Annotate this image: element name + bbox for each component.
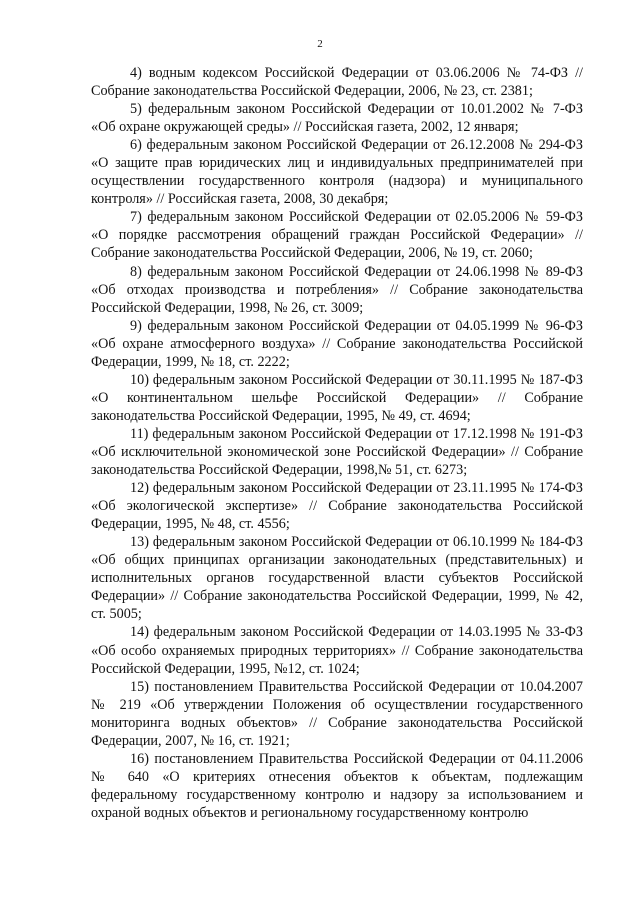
- paragraph-item-13: 13) федеральным законом Российской Федерации от 06.10.1999 № 184-ФЗ «Об общих принципах организации законодательных (представительных) и исполнительных органов государственной власти субъектов Российской Федерации» // Собрание законодательства Российской Федерации, 1999, № 42, ст. 5005;: [91, 534, 583, 623]
- paragraph-item-12: 12) федеральным законом Российской Федерации от 23.11.1995 № 174-ФЗ «Об экологической экспертизе» // Собрание законодательства Российской Федерации, 1995, № 48, ст. 4556;: [91, 480, 583, 533]
- paragraph-item-8: 8) федеральным законом Российской Федерации от 24.06.1998 № 89-ФЗ «Об отходах производства и потребления» // Собрание законодательства Российской Федерации, 1998, № 26, ст. 3009;: [91, 263, 583, 316]
- paragraph-item-16: 16) постановлением Правительства Российской Федерации от 04.11.2006 № 640 «О критериях отнесения объектов к объектам, подлежащим федеральному государственному контролю и надзору за использованием и охраной водных объектов и региональному государственному контролю: [91, 750, 583, 821]
- paragraph-item-7: 7) федеральным законом Российской Федерации от 02.05.2006 № 59-ФЗ «О порядке рассмотрения обращений граждан Российской Федерации» // Собрание законодательства Российской Федерации, 2006, № 19, ст. 2060;: [91, 209, 583, 262]
- paragraph-item-6: 6) федеральным законом Российской Федерации от 26.12.2008 № 294-ФЗ «О защите прав юридических лиц и индивидуальных предпринимателей при осуществлении государственного контроля (надзора) и муниципального контроля» // Российская газета, 2008, 30 декабря;: [91, 137, 583, 208]
- paragraph-item-5: 5) федеральным законом Российской Федерации от 10.01.2002 № 7-ФЗ «Об охране окружающей среды» // Российская газета, 2002, 12 января;: [91, 101, 583, 136]
- paragraph-item-10: 10) федеральным законом Российской Федерации от 30.11.1995 № 187-ФЗ «О континентальном шельфе Российской Федерации» // Собрание законодательства Российской Федерации, 1995, № 49, ст. 4694;: [91, 371, 583, 424]
- paragraph-item-14: 14) федеральным законом Российской Федерации от 14.03.1995 № 33-ФЗ «Об особо охраняемых природных территориях» // Собрание законодательства Российской Федерации, 1995, №12, ст. 1024;: [91, 624, 583, 677]
- paragraph-item-9: 9) федеральным законом Российской Федерации от 04.05.1999 № 96-ФЗ «Об охране атмосферного воздуха» // Собрание законодательства Российской Федерации, 1999, № 18, ст. 2222;: [91, 317, 583, 370]
- paragraph-item-15: 15) постановлением Правительства Российской Федерации от 10.04.2007 № 219 «Об утверждении Положения об осуществлении государственного мониторинга водных объектов» // Собрание законодательства Российской Федерации, 2007, № 16, ст. 1921;: [91, 678, 583, 749]
- paragraph-item-11: 11) федеральным законом Российской Федерации от 17.12.1998 № 191-ФЗ «Об исключительной экономической зоне Российской Федерации» // Собрание законодательства Российской Федерации, 1998,№ 51, ст. 6273;: [91, 425, 583, 479]
- document-body: [91, 64, 583, 822]
- page-number: 2: [317, 38, 323, 50]
- paragraph-item-4: 4) водным кодексом Российской Федерации от 03.06.2006 № 74-ФЗ // Собрание законодательства Российской Федерации, 2006, № 23, ст. 2381;: [91, 65, 583, 100]
